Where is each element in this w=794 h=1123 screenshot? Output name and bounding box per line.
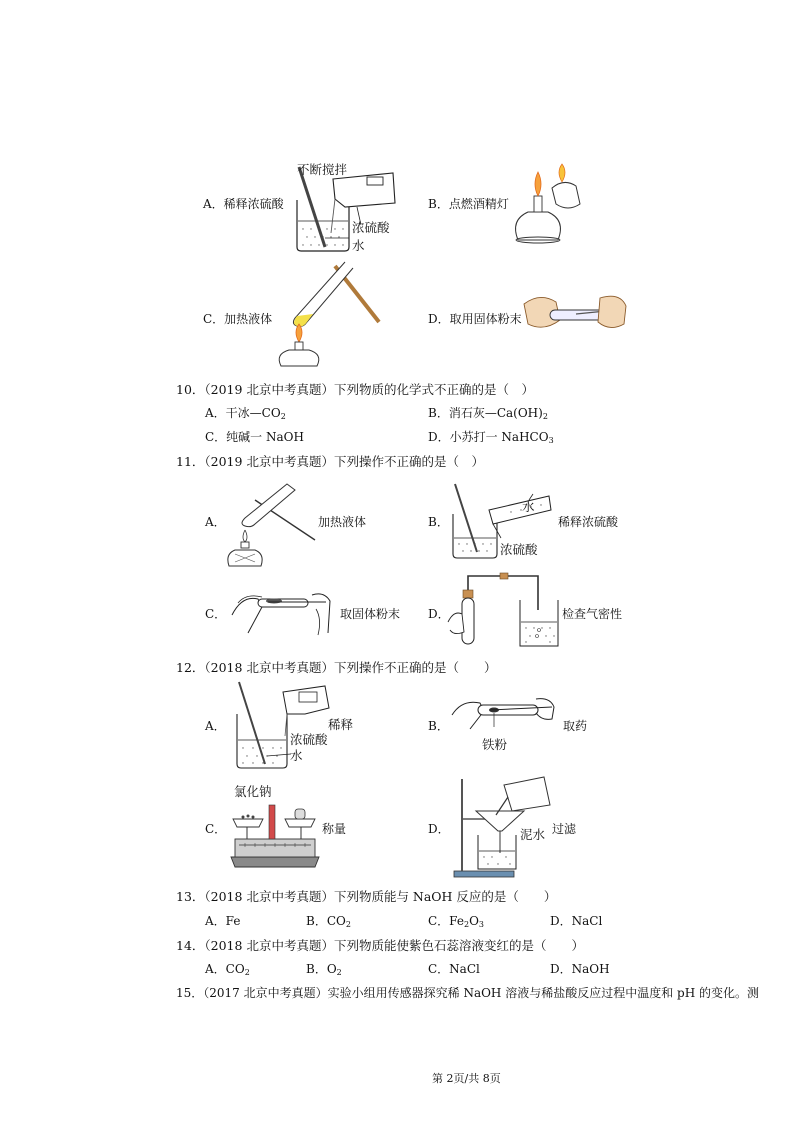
take-powder-figure: [520, 290, 630, 338]
q13-stem: 13．（2018 北京中考真题）下列物质能与 NaOH 反应的是（ ）: [176, 889, 557, 904]
q11-take-powder-figure: [228, 585, 333, 640]
q13-option-b: B．$CO_2$: [306, 914, 351, 929]
q12-a-caption-acid: 浓硫酸: [290, 732, 328, 747]
q13-option-d: D．NaCl: [550, 914, 603, 928]
heat-liquid-figure: [275, 258, 385, 370]
q11-b-label: 稀释浓硫酸: [558, 515, 619, 529]
q9-option-b: B．点燃酒精灯: [428, 197, 509, 211]
q12-a-label: 稀释: [328, 717, 354, 732]
q9-option-c: C．加热液体: [203, 312, 273, 326]
q11-stem: 11．（2019 北京中考真题）下列操作不正确的是（ ）: [176, 454, 484, 469]
q12-c-caption: 氯化钠: [234, 784, 272, 799]
q11-c-label: 取固体粉末: [340, 607, 401, 621]
q11-d-label: 检查气密性: [562, 607, 623, 621]
q12-dilute-figure: [225, 678, 335, 773]
q11-option-d: D．: [428, 607, 450, 621]
q14-stem: 14．（2018 北京中考真题）下列物质能使紫色石蕊溶液变红的是（ ）: [176, 938, 584, 953]
q12-b-label: 取药: [563, 719, 588, 733]
q12-b-caption: 铁粉: [482, 737, 508, 752]
light-lamp-figure: [506, 160, 586, 245]
q9-a-caption-acid: 浓硫酸: [352, 220, 390, 235]
q11-option-a: A．: [205, 515, 226, 529]
q9-a-caption-water: 水: [352, 238, 365, 253]
q11-option-c: C．: [205, 607, 227, 621]
q11-heat-liquid-figure: [225, 478, 320, 568]
q10-option-a: A．干冰$—CO_2$: [205, 406, 286, 421]
q12-a-caption-water: 水: [290, 748, 303, 763]
q14-option-d: D．NaOH: [550, 962, 610, 976]
q12-weigh-figure: [225, 795, 325, 870]
q11-option-b: B．: [428, 515, 449, 529]
page-number: 第 2页/共 8页: [432, 1072, 501, 1085]
q10-option-d: D．小苏打一 NaHCO$_3$: [428, 430, 554, 445]
q10-option-b: B．消石灰$—Ca(OH)_2$: [428, 406, 548, 421]
q12-option-c: C．: [205, 822, 227, 836]
q12-d-caption: 泥水: [520, 827, 546, 842]
q14-option-c: C．NaCl: [428, 962, 480, 976]
q11-b-caption-water: 水: [522, 499, 535, 514]
q11-a-label: 加热液体: [318, 515, 367, 529]
q15-stem: 15．（2017 北京中考真题）实验小组用传感器探究稀 NaOH 溶液与稀盐酸反应过程中温度和 pH 的变化。测: [176, 986, 759, 1000]
q12-c-label: 称量: [322, 822, 347, 836]
q12-option-b: B．: [428, 719, 449, 733]
q12-d-label: 过滤: [552, 822, 577, 836]
q12-option-a: A．: [205, 719, 226, 733]
q9-option-d: D．取用固体粉末: [428, 312, 522, 326]
q9-a-caption-stir: 不断搅拌: [297, 162, 348, 177]
q10-stem: 10．（2019 北京中考真题）下列物质的化学式不正确的是（ ）: [176, 382, 534, 397]
q12-stem: 12．（2018 北京中考真题）下列操作不正确的是（ ）: [176, 660, 497, 675]
q10-option-c: C．纯碱一 NaOH: [205, 430, 304, 444]
q14-option-b: B．$O_2$: [306, 962, 342, 977]
q12-option-d: D．: [428, 822, 450, 836]
q13-option-c: C．$Fe_2O_3$: [428, 914, 484, 929]
q14-option-a: A．$CO_2$: [205, 962, 250, 977]
q12-take-medicine-figure: [448, 693, 558, 738]
q13-option-a: A．Fe: [205, 914, 241, 928]
q11-airtight-figure: [448, 570, 563, 652]
q9-option-a: A．稀释浓硫酸: [203, 197, 284, 211]
q11-b-caption-acid: 浓硫酸: [500, 542, 538, 557]
